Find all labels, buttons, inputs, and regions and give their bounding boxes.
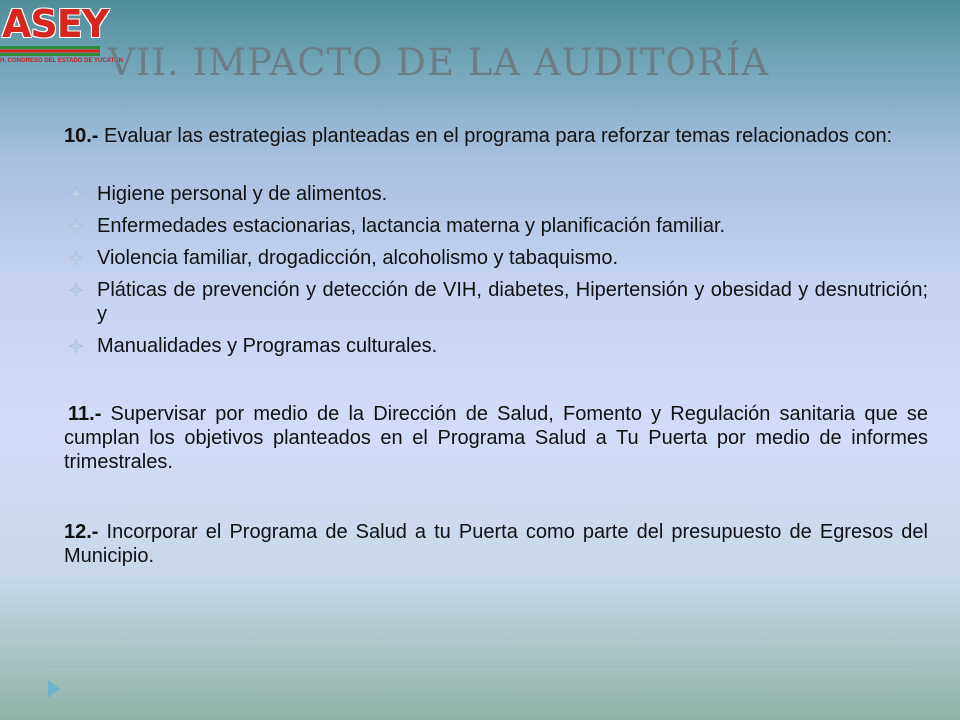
bullet-text: Violencia familiar, drogadicción, alcoholismo y tabaquismo. (97, 247, 619, 269)
bullet-item (68, 278, 928, 326)
bullet-text: Pláticas de prevención y detección de VIH, diabetes, Hipertensión y obesidad y desnutrición; y (97, 279, 928, 325)
title-divider (48, 92, 910, 93)
item-number: 12.- (64, 521, 99, 543)
item-number: 11.- (68, 403, 102, 425)
item-12 (64, 520, 928, 568)
item-text: Incorporar el Programa de Salud a tu Puerta como parte del presupuesto de Egresos del Municipio. (64, 521, 928, 567)
bullet-item (68, 334, 928, 358)
diamond-bullet-icon (68, 250, 84, 266)
bullet-list (68, 182, 928, 358)
bullet-text: Higiene personal y de alimentos. (97, 183, 388, 205)
logo-subtitle: H. CONGRESO DEL ESTADO DE YUCATÁN (0, 58, 123, 64)
item-text: Evaluar las estrategias planteadas en el programa para reforzar temas relacionados con: (98, 125, 893, 147)
footer-divider (48, 666, 910, 667)
diamond-bullet-icon (68, 282, 84, 298)
logo-stripes (0, 46, 100, 56)
asey-logo (0, 2, 123, 70)
item-11 (64, 402, 928, 474)
item-number: 10.- (64, 125, 99, 147)
next-slide-arrow-icon[interactable] (48, 680, 60, 698)
bullet-text: Manualidades y Programas culturales. (97, 335, 438, 357)
item-text: Supervisar por medio de la Dirección de Salud, Fomento y Regulación sanitaria que se cumplan los objetivos planteados en el Programa Salud a Tu Puerta por medio de informes trimestrales. (64, 403, 928, 473)
slide-content (64, 124, 928, 568)
diamond-bullet-icon (68, 218, 84, 234)
bullet-item (68, 246, 928, 270)
item-10 (64, 124, 928, 148)
logo-wordmark: ASEY (2, 2, 109, 46)
bullet-item (68, 214, 928, 238)
slide-title: VII. IMPACTO DE LA AUDITORÍA (108, 41, 770, 84)
diamond-bullet-icon (68, 338, 84, 354)
diamond-bullet-icon (68, 186, 84, 202)
bullet-text: Enfermedades estacionarias, lactancia materna y planificación familiar. (97, 215, 726, 237)
bullet-item (68, 182, 928, 206)
